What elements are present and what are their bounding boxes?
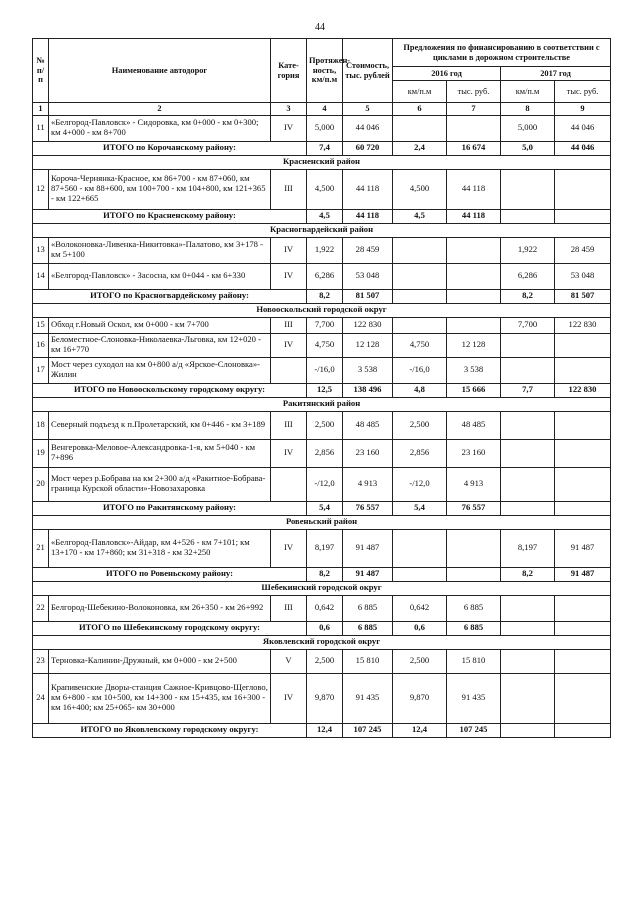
road-name: Мост через р.Бобрава на км 2+300 а/д «Ракитное-Бобрава-граница Курской области»-Новозахаровка <box>49 467 271 501</box>
section-row <box>33 303 611 317</box>
section-row <box>33 515 611 529</box>
road-length: 5,000 <box>307 115 343 141</box>
header-km-2017: км/п.м <box>501 81 555 103</box>
road-row <box>33 467 611 501</box>
total-label: ИТОГО по Корочанскому району: <box>33 141 307 155</box>
total-length: 12,4 <box>307 723 343 737</box>
total-rub-2017 <box>555 621 611 635</box>
road-cost: 4 913 <box>343 467 393 501</box>
road-category: V <box>271 649 307 673</box>
km-2016 <box>393 529 447 567</box>
total-length: 5,4 <box>307 501 343 515</box>
road-name: «Белгород-Павловск» - Засосна, км 0+044 - км 6+330 <box>49 263 271 289</box>
rub-2016: 48 485 <box>447 411 501 439</box>
table-body <box>33 115 611 737</box>
column-index: 2 <box>49 103 271 116</box>
road-category: III <box>271 317 307 333</box>
total-cost: 91 487 <box>343 567 393 581</box>
road-name: Белгород-Шебекино-Волоконовка, км 26+350 - км 26+992 <box>49 595 271 621</box>
road-cost: 44 118 <box>343 169 393 209</box>
road-length: 2,856 <box>307 439 343 467</box>
road-length: 1,922 <box>307 237 343 263</box>
total-km-2017: 5,0 <box>501 141 555 155</box>
road-name: Северный подъезд к п.Пролетарский, км 0+446 - км 3+189 <box>49 411 271 439</box>
rub-2017 <box>555 411 611 439</box>
section-title: Ровеньский район <box>33 515 611 529</box>
road-name: Беломестное-Слоновка-Николаевка-Льговка, км 12+020 - км 16+770 <box>49 333 271 357</box>
road-length: 4,750 <box>307 333 343 357</box>
road-category: III <box>271 595 307 621</box>
column-index: 3 <box>271 103 307 116</box>
road-name: Терновка-Калинин-Дружный, км 0+000 - км 2+500 <box>49 649 271 673</box>
total-cost: 76 557 <box>343 501 393 515</box>
road-category: IV <box>271 263 307 289</box>
header-rub-2017: тыс. руб. <box>555 81 611 103</box>
rub-2016 <box>447 529 501 567</box>
total-rub-2016: 44 118 <box>447 209 501 223</box>
road-cost: 15 810 <box>343 649 393 673</box>
road-cost: 23 160 <box>343 439 393 467</box>
km-2017 <box>501 595 555 621</box>
total-row <box>33 383 611 397</box>
total-km-2016: 4,8 <box>393 383 447 397</box>
road-length: 9,870 <box>307 673 343 723</box>
rub-2017 <box>555 467 611 501</box>
road-row <box>33 357 611 383</box>
road-row <box>33 263 611 289</box>
km-2016 <box>393 237 447 263</box>
total-rub-2017: 91 487 <box>555 567 611 581</box>
road-cost: 91 487 <box>343 529 393 567</box>
total-label: ИТОГО по Красненскому району: <box>33 209 307 223</box>
column-index: 7 <box>447 103 501 116</box>
road-category <box>271 357 307 383</box>
total-cost: 81 507 <box>343 289 393 303</box>
road-length: 4,500 <box>307 169 343 209</box>
section-title: Красненский район <box>33 155 611 169</box>
road-length: 2,500 <box>307 649 343 673</box>
road-row <box>33 411 611 439</box>
rub-2017: 122 830 <box>555 317 611 333</box>
column-index: 5 <box>343 103 393 116</box>
road-cost: 28 459 <box>343 237 393 263</box>
road-row <box>33 115 611 141</box>
rub-2017: 44 046 <box>555 115 611 141</box>
column-index-row <box>33 103 611 116</box>
km-2017 <box>501 649 555 673</box>
total-rub-2016 <box>447 289 501 303</box>
section-row <box>33 155 611 169</box>
header-cost: Стоимость, тыс. рублей <box>343 39 393 103</box>
total-rub-2017 <box>555 501 611 515</box>
road-row <box>33 333 611 357</box>
total-km-2017: 7,7 <box>501 383 555 397</box>
km-2016: 2,500 <box>393 411 447 439</box>
page-number: 44 <box>315 22 325 33</box>
total-km-2017: 8,2 <box>501 289 555 303</box>
km-2016 <box>393 317 447 333</box>
total-length: 8,2 <box>307 567 343 581</box>
road-name: Мост через суходол на км 0+800 а/д «Ярское-Слоновка»-Жилин <box>49 357 271 383</box>
km-2016: 0,642 <box>393 595 447 621</box>
header-length: Протяжен-ность, км/п.м <box>307 39 343 103</box>
row-number: 19 <box>33 439 49 467</box>
km-2016 <box>393 263 447 289</box>
km-2016 <box>393 115 447 141</box>
road-cost: 122 830 <box>343 317 393 333</box>
row-number: 18 <box>33 411 49 439</box>
header-rub-2016: тыс. руб. <box>447 81 501 103</box>
row-number: 21 <box>33 529 49 567</box>
road-row <box>33 673 611 723</box>
header-category: Кате-гория <box>271 39 307 103</box>
road-cost: 53 048 <box>343 263 393 289</box>
rub-2017 <box>555 649 611 673</box>
road-length: 6,286 <box>307 263 343 289</box>
road-category: III <box>271 411 307 439</box>
rub-2016 <box>447 263 501 289</box>
total-rub-2017: 44 046 <box>555 141 611 155</box>
table-header <box>33 39 611 116</box>
total-km-2017 <box>501 723 555 737</box>
rub-2016: 91 435 <box>447 673 501 723</box>
road-length: 2,500 <box>307 411 343 439</box>
row-number: 22 <box>33 595 49 621</box>
rub-2017 <box>555 169 611 209</box>
column-index: 6 <box>393 103 447 116</box>
total-label: ИТОГО по Ракитянскому району: <box>33 501 307 515</box>
road-row <box>33 169 611 209</box>
total-rub-2016: 15 666 <box>447 383 501 397</box>
section-row <box>33 397 611 411</box>
total-label: ИТОГО по Шебекинскому городскому округу: <box>33 621 307 635</box>
km-2017: 8,197 <box>501 529 555 567</box>
road-length: -/16,0 <box>307 357 343 383</box>
km-2016: 4,500 <box>393 169 447 209</box>
road-cost: 3 538 <box>343 357 393 383</box>
total-label: ИТОГО по Ровеньскому району: <box>33 567 307 581</box>
road-cost: 12 128 <box>343 333 393 357</box>
row-number: 16 <box>33 333 49 357</box>
row-number: 20 <box>33 467 49 501</box>
total-rub-2016: 76 557 <box>447 501 501 515</box>
section-row <box>33 635 611 649</box>
total-length: 8,2 <box>307 289 343 303</box>
total-row <box>33 289 611 303</box>
rub-2016: 15 810 <box>447 649 501 673</box>
road-row <box>33 529 611 567</box>
road-length: 7,700 <box>307 317 343 333</box>
total-row <box>33 501 611 515</box>
km-2017: 6,286 <box>501 263 555 289</box>
rub-2016: 6 885 <box>447 595 501 621</box>
row-number: 15 <box>33 317 49 333</box>
km-2016: -/12,0 <box>393 467 447 501</box>
section-title: Шебекинский городской округ <box>33 581 611 595</box>
rub-2017 <box>555 439 611 467</box>
road-length: 0,642 <box>307 595 343 621</box>
total-cost: 60 720 <box>343 141 393 155</box>
rub-2016 <box>447 317 501 333</box>
total-cost: 6 885 <box>343 621 393 635</box>
column-index: 9 <box>555 103 611 116</box>
km-2016: 9,870 <box>393 673 447 723</box>
total-rub-2017 <box>555 209 611 223</box>
total-km-2016: 12,4 <box>393 723 447 737</box>
road-financing-table <box>32 38 611 738</box>
total-rub-2017 <box>555 723 611 737</box>
total-label: ИТОГО по Новооскольскому городскому округу: <box>33 383 307 397</box>
km-2016: 2,856 <box>393 439 447 467</box>
rub-2017: 91 487 <box>555 529 611 567</box>
total-rub-2016: 6 885 <box>447 621 501 635</box>
total-rub-2016 <box>447 567 501 581</box>
rub-2016 <box>447 237 501 263</box>
total-rub-2016: 107 245 <box>447 723 501 737</box>
km-2017: 5,000 <box>501 115 555 141</box>
header-proposals: Предложения по финансированию в соответствии с циклами в дорожном строительстве <box>393 39 611 67</box>
road-length: 8,197 <box>307 529 343 567</box>
row-number: 13 <box>33 237 49 263</box>
total-row <box>33 141 611 155</box>
section-title: Красногвардейский район <box>33 223 611 237</box>
column-index: 1 <box>33 103 49 116</box>
column-index: 4 <box>307 103 343 116</box>
rub-2017 <box>555 333 611 357</box>
rub-2017 <box>555 595 611 621</box>
total-km-2017 <box>501 501 555 515</box>
rub-2016: 12 128 <box>447 333 501 357</box>
road-name: Крапивенские Дворы-станция Сажное-Кривцово-Щеглово, км 6+800 - км 10+500, км 14+300 - км 15+435, км 16+300 - км 16+400; км 25+065- км 30+000 <box>49 673 271 723</box>
km-2017 <box>501 357 555 383</box>
road-name: Короча-Чернянка-Красное, км 86+700 - км 87+060, км 87+560 - км 88+600, км 100+700 - км 104+800, км 121+365 - км 122+665 <box>49 169 271 209</box>
section-row <box>33 223 611 237</box>
total-km-2016: 0,6 <box>393 621 447 635</box>
row-number: 24 <box>33 673 49 723</box>
km-2016: 4,750 <box>393 333 447 357</box>
total-km-2017 <box>501 209 555 223</box>
total-rub-2017: 81 507 <box>555 289 611 303</box>
header-km-2016: км/п.м <box>393 81 447 103</box>
total-row <box>33 621 611 635</box>
km-2017 <box>501 467 555 501</box>
rub-2017 <box>555 673 611 723</box>
total-rub-2016: 16 674 <box>447 141 501 155</box>
total-km-2016: 5,4 <box>393 501 447 515</box>
road-cost: 91 435 <box>343 673 393 723</box>
header-year-2016: 2016 год <box>393 67 501 81</box>
road-cost: 44 046 <box>343 115 393 141</box>
total-km-2016 <box>393 289 447 303</box>
road-category: IV <box>271 673 307 723</box>
rub-2016: 4 913 <box>447 467 501 501</box>
total-length: 4,5 <box>307 209 343 223</box>
row-number: 23 <box>33 649 49 673</box>
total-label: ИТОГО по Красногвардейскому району: <box>33 289 307 303</box>
total-length: 12,5 <box>307 383 343 397</box>
road-row <box>33 237 611 263</box>
road-category: IV <box>271 333 307 357</box>
row-number: 17 <box>33 357 49 383</box>
road-category: IV <box>271 237 307 263</box>
rub-2017 <box>555 357 611 383</box>
rub-2016: 44 118 <box>447 169 501 209</box>
km-2016: 2,500 <box>393 649 447 673</box>
road-category: IV <box>271 115 307 141</box>
km-2017: 1,922 <box>501 237 555 263</box>
road-row <box>33 595 611 621</box>
rub-2017: 53 048 <box>555 263 611 289</box>
road-category <box>271 467 307 501</box>
road-cost: 6 885 <box>343 595 393 621</box>
road-name: Венгеровка-Меловое-Александровка-1-я, км 5+040 - км 7+896 <box>49 439 271 467</box>
road-name: «Белгород-Павловск» - Сидоровка, км 0+000 - км 0+300; км 4+000 - км 8+700 <box>49 115 271 141</box>
road-category: IV <box>271 439 307 467</box>
road-name: Обход г.Новый Оскол, км 0+000 - км 7+700 <box>49 317 271 333</box>
total-cost: 44 118 <box>343 209 393 223</box>
total-length: 7,4 <box>307 141 343 155</box>
km-2017 <box>501 169 555 209</box>
section-title: Яковлевский городской округ <box>33 635 611 649</box>
total-row <box>33 723 611 737</box>
road-cost: 48 485 <box>343 411 393 439</box>
total-cost: 107 245 <box>343 723 393 737</box>
km-2017 <box>501 439 555 467</box>
row-number: 12 <box>33 169 49 209</box>
column-index: 8 <box>501 103 555 116</box>
km-2017 <box>501 333 555 357</box>
row-number: 11 <box>33 115 49 141</box>
road-row <box>33 439 611 467</box>
section-row <box>33 581 611 595</box>
rub-2016 <box>447 115 501 141</box>
total-label: ИТОГО по Яковлевскому городскому округу: <box>33 723 307 737</box>
section-title: Новооскольский городской округ <box>33 303 611 317</box>
total-length: 0,6 <box>307 621 343 635</box>
total-row <box>33 209 611 223</box>
road-name: «Волоконовка-Ливенка-Никитовка»-Палатово, км 3+178 - км 5+100 <box>49 237 271 263</box>
road-row <box>33 649 611 673</box>
total-cost: 138 496 <box>343 383 393 397</box>
road-category: IV <box>271 529 307 567</box>
header-road-name: Наименование автодорог <box>49 39 271 103</box>
total-row <box>33 567 611 581</box>
rub-2016: 3 538 <box>447 357 501 383</box>
road-length: -/12,0 <box>307 467 343 501</box>
road-name: «Белгород-Павловск»-Айдар, км 4+526 - км 7+101; км 13+170 - км 17+860; км 31+318 - км 32+250 <box>49 529 271 567</box>
total-km-2016: 4,5 <box>393 209 447 223</box>
total-km-2017 <box>501 621 555 635</box>
km-2016: -/16,0 <box>393 357 447 383</box>
rub-2017: 28 459 <box>555 237 611 263</box>
road-category: III <box>271 169 307 209</box>
road-row <box>33 317 611 333</box>
km-2017 <box>501 673 555 723</box>
total-km-2017: 8,2 <box>501 567 555 581</box>
km-2017: 7,700 <box>501 317 555 333</box>
row-number: 14 <box>33 263 49 289</box>
rub-2016: 23 160 <box>447 439 501 467</box>
km-2017 <box>501 411 555 439</box>
total-rub-2017: 122 830 <box>555 383 611 397</box>
header-number: № п/п <box>33 39 49 103</box>
section-title: Ракитянский район <box>33 397 611 411</box>
header-year-2017: 2017 год <box>501 67 611 81</box>
total-km-2016 <box>393 567 447 581</box>
total-km-2016: 2,4 <box>393 141 447 155</box>
